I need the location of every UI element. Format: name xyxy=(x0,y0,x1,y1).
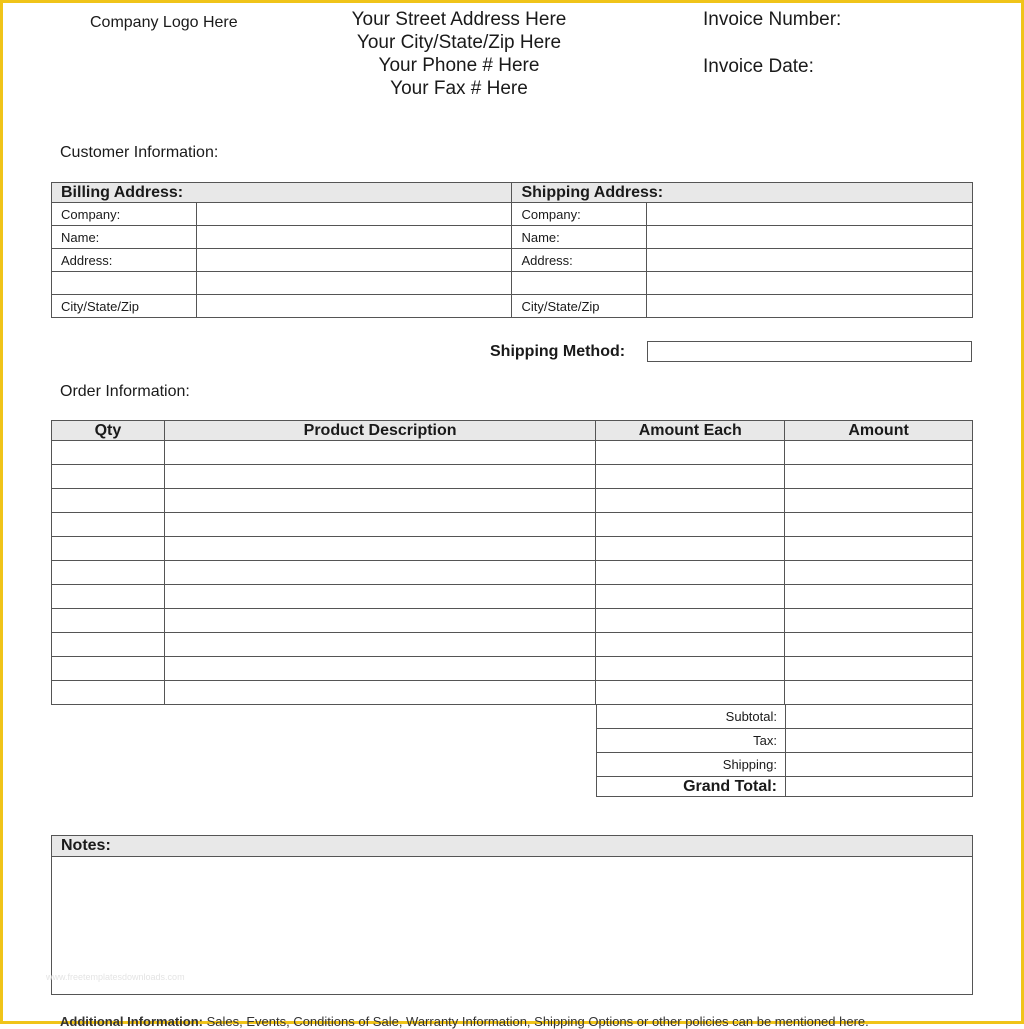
shipping-name-field[interactable] xyxy=(647,226,973,249)
amount-cell[interactable] xyxy=(785,585,973,609)
order-table xyxy=(51,420,973,705)
shipping-name-label: Name: xyxy=(512,226,647,249)
qty-cell[interactable] xyxy=(52,513,165,537)
amount-each-cell[interactable] xyxy=(596,681,785,705)
qty-cell[interactable] xyxy=(52,609,165,633)
amount-cell[interactable] xyxy=(785,609,973,633)
billing-company-label: Company: xyxy=(52,203,197,226)
phone-number: Your Phone # Here xyxy=(378,55,540,76)
qty-cell[interactable] xyxy=(52,633,165,657)
amount-each-cell[interactable] xyxy=(596,441,785,465)
amount-cell[interactable] xyxy=(785,657,973,681)
order-row xyxy=(52,633,973,657)
billing-address2-label xyxy=(52,272,197,295)
description-cell[interactable] xyxy=(164,561,595,585)
description-cell[interactable] xyxy=(164,465,595,489)
description-cell[interactable] xyxy=(164,585,595,609)
amount-each-cell[interactable] xyxy=(596,633,785,657)
amount-cell[interactable] xyxy=(785,465,973,489)
customer-row-address-2 xyxy=(52,272,973,295)
customer-table xyxy=(51,182,973,318)
grand-total-field[interactable] xyxy=(786,777,973,797)
billing-address2-field[interactable] xyxy=(196,272,512,295)
description-column-header: Product Description xyxy=(164,421,595,441)
shipping-method-label: Shipping Method: xyxy=(490,343,626,360)
customer-row-address xyxy=(52,249,973,272)
shipping-address-field[interactable] xyxy=(647,249,973,272)
city-state-zip: Your City/State/Zip Here xyxy=(356,32,562,53)
notes-header: Notes: xyxy=(52,836,972,857)
tax-field[interactable] xyxy=(786,729,973,753)
order-row xyxy=(52,585,973,609)
amount-each-cell[interactable] xyxy=(596,513,785,537)
shipping-cost-label: Shipping: xyxy=(597,753,786,777)
grand-total-label: Grand Total: xyxy=(597,777,786,797)
order-info-label: Order Information: xyxy=(60,383,190,400)
qty-cell[interactable] xyxy=(52,537,165,561)
description-cell[interactable] xyxy=(164,441,595,465)
shipping-company-field[interactable] xyxy=(647,203,973,226)
billing-city-label: City/State/Zip xyxy=(52,295,197,318)
order-row xyxy=(52,609,973,633)
subtotal-field[interactable] xyxy=(786,705,973,729)
order-row xyxy=(52,465,973,489)
description-cell[interactable] xyxy=(164,489,595,513)
additional-info-text: Sales, Events, Conditions of Sale, Warranty Information, Shipping Options or other policies can be mentioned here. xyxy=(202,1014,869,1029)
order-row xyxy=(52,489,973,513)
additional-info-label: Additional Information: xyxy=(60,1014,203,1029)
customer-info-label: Customer Information: xyxy=(60,144,219,161)
order-row xyxy=(52,513,973,537)
description-cell[interactable] xyxy=(164,537,595,561)
street-address: Your Street Address Here xyxy=(351,9,567,30)
billing-address-label: Address: xyxy=(52,249,197,272)
invoice-number-label: Invoice Number: xyxy=(703,9,842,30)
company-logo-placeholder: Company Logo Here xyxy=(90,14,238,31)
order-row xyxy=(52,657,973,681)
amount-cell[interactable] xyxy=(785,489,973,513)
order-row xyxy=(52,441,973,465)
fax-number: Your Fax # Here xyxy=(390,78,528,99)
customer-row-city xyxy=(52,295,973,318)
shipping-cost-field[interactable] xyxy=(786,753,973,777)
amount-each-cell[interactable] xyxy=(596,537,785,561)
amount-cell[interactable] xyxy=(785,561,973,585)
amount-cell[interactable] xyxy=(785,537,973,561)
qty-cell[interactable] xyxy=(52,489,165,513)
qty-cell[interactable] xyxy=(52,465,165,489)
shipping-city-label: City/State/Zip xyxy=(512,295,647,318)
amount-column-header: Amount xyxy=(785,421,973,441)
subtotal-label: Subtotal: xyxy=(597,705,786,729)
shipping-company-label: Company: xyxy=(512,203,647,226)
amount-each-cell[interactable] xyxy=(596,489,785,513)
grand-total-row xyxy=(597,777,973,797)
amount-cell[interactable] xyxy=(785,513,973,537)
order-row xyxy=(52,561,973,585)
order-row xyxy=(52,681,973,705)
tax-row xyxy=(597,729,973,753)
billing-address-header: Billing Address: xyxy=(52,183,512,203)
order-row xyxy=(52,537,973,561)
qty-cell[interactable] xyxy=(52,585,165,609)
amount-cell[interactable] xyxy=(785,681,973,705)
company-address-block xyxy=(330,8,588,100)
shipping-cost-row xyxy=(597,753,973,777)
shipping-address-label: Address: xyxy=(512,249,647,272)
qty-cell[interactable] xyxy=(52,681,165,705)
billing-company-field[interactable] xyxy=(196,203,512,226)
subtotal-row xyxy=(597,705,973,729)
shipping-address2-field[interactable] xyxy=(647,272,973,295)
amount-cell[interactable] xyxy=(785,441,973,465)
amount-each-cell[interactable] xyxy=(596,585,785,609)
totals-table xyxy=(596,704,973,797)
additional-information xyxy=(60,1014,869,1029)
amount-each-cell[interactable] xyxy=(596,465,785,489)
qty-column-header: Qty xyxy=(52,421,165,441)
customer-row-name xyxy=(52,226,973,249)
watermark-text: www.freetemplatesdownloads.com xyxy=(46,972,185,982)
shipping-address2-label xyxy=(512,272,647,295)
billing-address-field[interactable] xyxy=(196,249,512,272)
description-cell[interactable] xyxy=(164,513,595,537)
tax-label: Tax: xyxy=(597,729,786,753)
qty-cell[interactable] xyxy=(52,441,165,465)
shipping-address-header: Shipping Address: xyxy=(512,183,973,203)
description-cell[interactable] xyxy=(164,609,595,633)
shipping-city-field[interactable] xyxy=(647,295,973,318)
shipping-method-field[interactable] xyxy=(647,341,972,362)
amount-each-cell[interactable] xyxy=(596,609,785,633)
amount-each-cell[interactable] xyxy=(596,657,785,681)
notes-box[interactable] xyxy=(51,835,973,995)
customer-row-company xyxy=(52,203,973,226)
qty-cell[interactable] xyxy=(52,657,165,681)
description-cell[interactable] xyxy=(164,657,595,681)
qty-cell[interactable] xyxy=(52,561,165,585)
amount-each-column-header: Amount Each xyxy=(596,421,785,441)
order-rows xyxy=(52,441,973,705)
invoice-date-label: Invoice Date: xyxy=(703,56,814,77)
description-cell[interactable] xyxy=(164,681,595,705)
billing-name-field[interactable] xyxy=(196,226,512,249)
description-cell[interactable] xyxy=(164,633,595,657)
amount-cell[interactable] xyxy=(785,633,973,657)
billing-name-label: Name: xyxy=(52,226,197,249)
amount-each-cell[interactable] xyxy=(596,561,785,585)
billing-city-field[interactable] xyxy=(196,295,512,318)
